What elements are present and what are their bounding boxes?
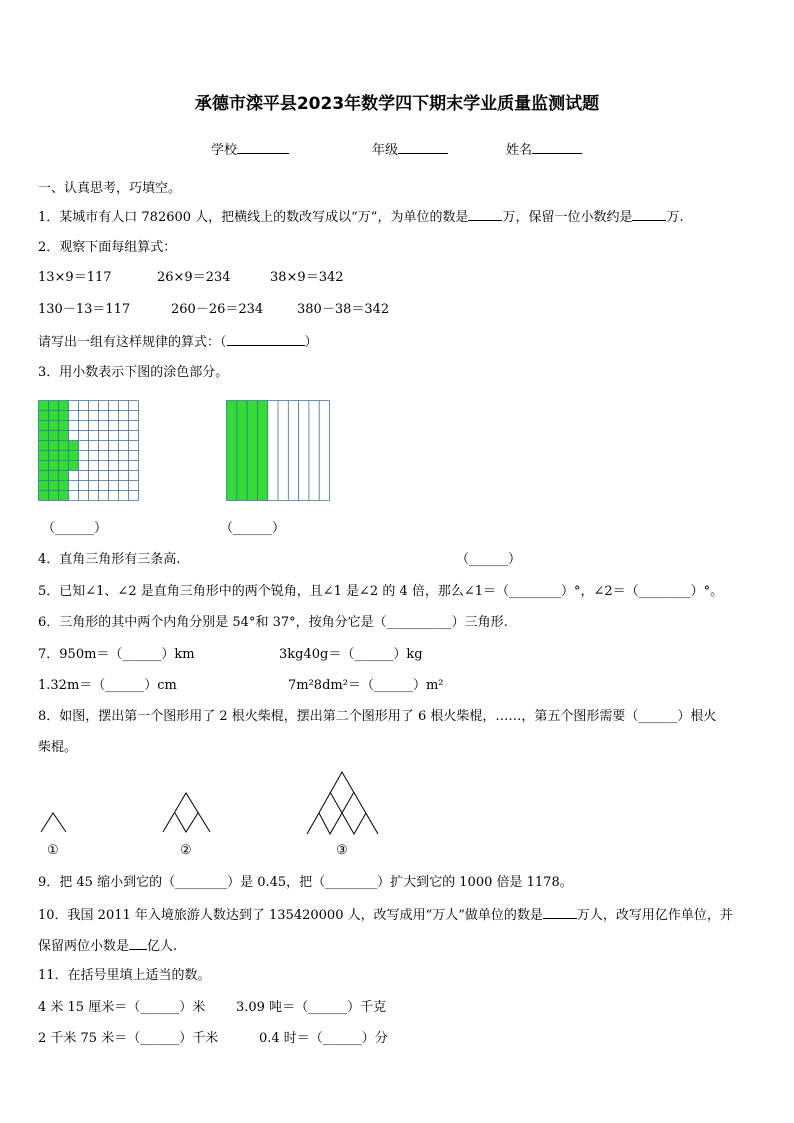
figure-label-1: ① bbox=[47, 843, 59, 858]
shaded-strip bbox=[237, 401, 247, 501]
q2-eq-1: 13×9＝117 bbox=[38, 270, 112, 285]
q10-part-b: 万人，改写用亿作单位，并 bbox=[576, 908, 733, 923]
q7-a: 7．950m＝（______）km bbox=[38, 647, 195, 662]
q11-d: 0.4 时＝（______）分 bbox=[259, 1031, 388, 1046]
q2-answer-blank bbox=[227, 333, 305, 346]
q11-b: 3.09 吨＝（______）千克 bbox=[236, 1000, 387, 1015]
q1-blank-2 bbox=[632, 208, 666, 221]
matchstick-figure-3 bbox=[304, 768, 382, 836]
q7-d: 7m²8dm²＝（______）m² bbox=[288, 678, 444, 693]
grade-field bbox=[372, 141, 448, 159]
q10-part-c: 保留两位小数是 bbox=[38, 939, 130, 954]
q4-blank: （______） bbox=[456, 552, 522, 567]
q3-blank-1: （______） bbox=[42, 521, 108, 536]
hundred-grid-figure bbox=[38, 400, 139, 501]
question-8-line-1: 8．如图，摆出第一个图形用了 2 根火柴棍，摆出第二个图形用了 6 根火柴棍，……，第五个图形需要（______）根火 bbox=[38, 709, 717, 724]
name-label: 姓名 bbox=[506, 143, 533, 158]
question-10-line-2 bbox=[38, 937, 177, 955]
name-blank bbox=[532, 141, 582, 154]
q2-close: ） bbox=[304, 335, 318, 350]
question-9: 9．把 45 缩小到它的（________）是 0.45，把（________）扩大到它的 1000 倍是 1178。 bbox=[38, 875, 573, 890]
q10-blank-1 bbox=[543, 906, 577, 919]
figure-label-3: ③ bbox=[336, 843, 348, 858]
question-5: 5．已知∠1、∠2 是直角三角形中的两个锐角，且∠1 是∠2 的 4 倍，那么∠1＝（________）°，∠2＝（________）°。 bbox=[38, 584, 724, 599]
school-field bbox=[211, 141, 289, 159]
q10-part-a: 10．我国 2011 年入境旅游人数达到了 135420000 人，改写成用“万人”做单位的数是 bbox=[38, 908, 543, 923]
question-1 bbox=[38, 208, 684, 226]
shaded-strip bbox=[257, 401, 267, 501]
q2-eq-6: 380－38＝342 bbox=[297, 302, 390, 317]
q1-part-b: 万，保留一位小数约是 bbox=[502, 210, 633, 225]
question-10-line-1 bbox=[38, 906, 733, 924]
q1-part-c: 万. bbox=[666, 210, 684, 225]
question-3: 3．用小数表示下图的涂色部分。 bbox=[38, 365, 229, 380]
q2-eq-2: 26×9＝234 bbox=[157, 270, 231, 285]
name-field bbox=[506, 141, 582, 159]
strips-figure bbox=[226, 400, 330, 501]
q2-eq-5: 260－26＝234 bbox=[171, 302, 264, 317]
q10-part-d: 亿人. bbox=[147, 939, 178, 954]
school-blank bbox=[237, 141, 289, 154]
section-heading: 一、认真思考，巧填空。 bbox=[38, 181, 182, 196]
shaded-strip bbox=[227, 401, 237, 501]
question-2-head: 2．观察下面每组算式： bbox=[38, 240, 177, 255]
q11-c: 2 千米 75 米＝（______）千米 bbox=[38, 1031, 219, 1046]
shaded-strip bbox=[247, 401, 257, 501]
q10-blank-2 bbox=[129, 937, 147, 950]
q2-ask bbox=[38, 333, 318, 351]
grade-label: 年级 bbox=[372, 143, 399, 158]
shaded-cells bbox=[69, 441, 79, 471]
q7-b: 3kg40g＝（______）kg bbox=[279, 647, 423, 662]
question-11-head: 11．在括号里填上适当的数。 bbox=[38, 968, 211, 983]
q2-ask-text: 请写出一组有这样规律的算式：（ bbox=[38, 335, 227, 350]
matchstick-figure-2 bbox=[160, 785, 214, 835]
matchstick-figure-1 bbox=[38, 805, 72, 835]
q11-a: 4 米 15 厘米＝（______）米 bbox=[38, 1000, 206, 1015]
school-label: 学校 bbox=[211, 143, 238, 158]
question-6: 6．三角形的其中两个内角分别是 54°和 37°，按角分它是（__________）三角形. bbox=[38, 615, 508, 630]
q3-blank-2: （______） bbox=[220, 521, 286, 536]
figure-label-2: ② bbox=[180, 843, 192, 858]
question-8-line-2: 柴棍。 bbox=[38, 740, 78, 755]
q2-eq-4: 130－13＝117 bbox=[38, 302, 131, 317]
question-4: 4．直角三角形有三条高. bbox=[38, 552, 181, 567]
q1-part-a: 1．某城市有人口 782600 人，把横线上的数改写成以“万”，为单位的数是 bbox=[38, 210, 469, 225]
grade-blank bbox=[398, 141, 448, 154]
q7-c: 1.32m＝（______）cm bbox=[38, 678, 177, 693]
q2-eq-3: 38×9＝342 bbox=[270, 270, 344, 285]
page-title: 承德市滦平县2023年数学四下期末学业质量监测试题 bbox=[194, 94, 600, 114]
q1-blank-1 bbox=[468, 208, 502, 221]
